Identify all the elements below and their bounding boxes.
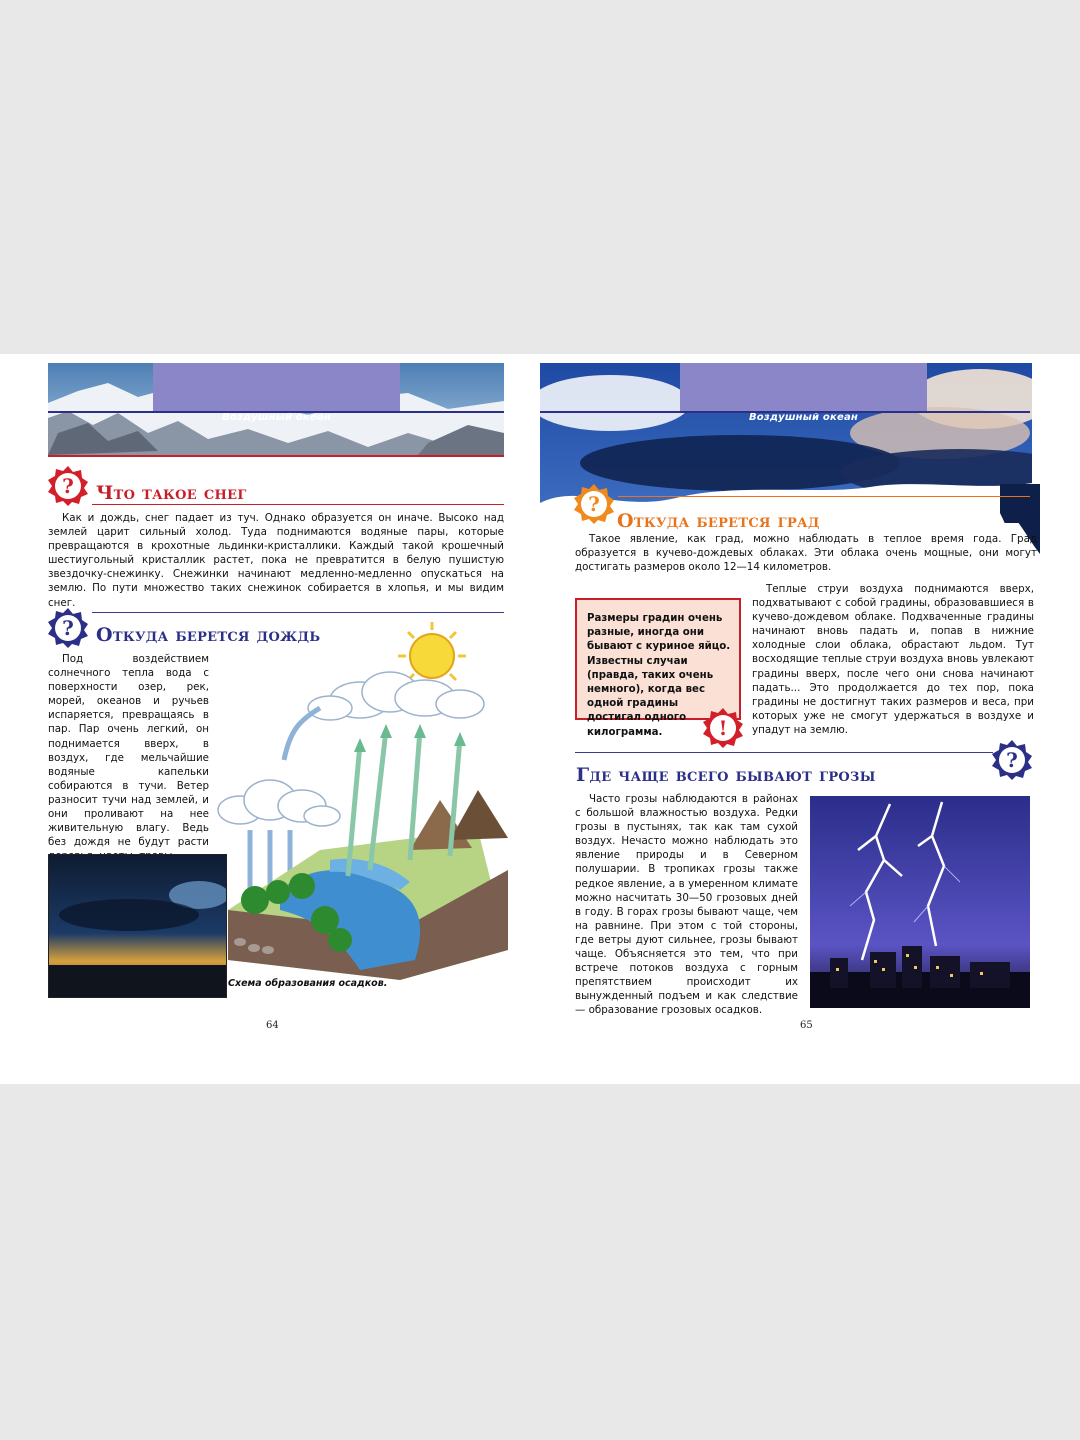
question-mark-icon: ? xyxy=(62,474,74,498)
fact-box xyxy=(575,598,741,738)
hail-intro xyxy=(575,532,1037,574)
question-badge-red xyxy=(48,466,88,506)
question-mark-icon: ? xyxy=(1006,748,1018,772)
right-header-label: Воздушный океан xyxy=(748,412,859,423)
hail-paragraph: Теплые струи воздуха поднимаются вверх, подхватывают с собой градины, образовавшиеся в кучево-дождевом облаке. Подхваченные градины начинают вновь падать и, попав в нижние холодные слои облака, обрастают льдом. Тут восходящие теплые струи воздуха вновь увлекают градины вверх, после чего они снова начинают падать... Это продолжается до тех пор, пока градины не достигнут таких размеров и веса, при которых уже не смогут удержаться в воздухе и упадут на землю. xyxy=(752,583,1034,736)
hail-intro-paragraph: Такое явление, как град, можно наблюдать в теплое время года. Град образуется в кучево-дождевых облаках. Эти облака очень мощные, они могут достигать размеров около 12—14 километров. xyxy=(575,533,1037,574)
diagram-caption: Схема образования осадков. xyxy=(228,978,388,989)
right-header-tab xyxy=(680,363,927,411)
book-spread xyxy=(0,354,1080,1084)
question-badge-blue xyxy=(48,608,88,648)
hail-text xyxy=(752,582,1034,737)
rain-text xyxy=(48,652,209,863)
lightning-photo xyxy=(810,796,1030,1008)
storms-paragraph: Часто грозы наблюдаются в районах с большой влажностью воздуха. Редки грозы в пустынях, так как там сухой воздух. Нечасто можно наблюдать это явление природы и в Северном полушарии. В тропиках грозы также редкое явление, а в умеренном климате можно насчитать 30—50 грозовых дней в году. В горах грозы бывают чаще, чем на равнине. При этом с той стороны, где ветры дуют сильнее, грозы бывают чаще. Объясняется это тем, что при встрече потоков воздуха с горным препятствием происходит их вынужденный подъем и как следствие — образование грозовых осадков. xyxy=(575,793,798,1017)
stormy-sky-photo xyxy=(48,854,227,998)
storms-top-rule xyxy=(575,752,993,753)
snow-text xyxy=(48,511,504,610)
storms-text xyxy=(575,792,798,1018)
exclamation-badge xyxy=(703,708,743,748)
snow-heading: Что такое снег xyxy=(96,482,247,504)
water-cycle-diagram xyxy=(210,620,508,980)
hail-heading: Откуда берется град xyxy=(617,510,820,532)
left-page-number: 64 xyxy=(266,1020,279,1031)
storms-heading: Где чаще всего бывают грозы xyxy=(576,764,876,786)
left-header-underline xyxy=(48,455,504,457)
cloud-icon xyxy=(308,672,484,720)
right-page-number: 65 xyxy=(800,1020,813,1031)
snow-heading-rule xyxy=(92,504,504,505)
rain-paragraph: Под воздействием солнечного тепла вода с поверхности озер, рек, морей, океанов и ручьев испаряется, превращаясь в пар. Пар очень легкий, он поднимается вверх, в воздух, где мельчайшие водяные капельки собираются в тучи. Ветер разносит тучи над землей, и они проливают на нее живительную влагу. Ведь без дождя не будут расти xyxy=(48,653,209,849)
fact-box-text: Размеры градин очень разные, иногда они бывают с куриное яйцо. Известны случаи (правда, таких очень немного), когда вес одной градины достигал одного килограмма. xyxy=(587,613,731,738)
cloud-icon xyxy=(218,780,340,826)
question-mark-icon: ? xyxy=(588,492,600,516)
left-header-label: Воздушный океан xyxy=(221,412,332,423)
rain-heading: Откуда берется дождь xyxy=(96,624,321,646)
question-badge-navy xyxy=(992,740,1032,780)
question-badge-orange xyxy=(574,484,614,524)
rain-top-rule xyxy=(92,612,504,613)
hail-top-rule xyxy=(618,496,1030,497)
snow-paragraph: Как и дождь, снег падает из туч. Однако образуется он иначе. Высоко над землей царит сильный холод. Туда поднимаются водяные пары, которые превращаются в крохотные льдинки-кристаллики. Каждый такой крошечный шестиугольный кристаллик растет, пока не превратится в белую пушистую звездочку-снежинку. Снежинки начинают медленно-медленно опускаться на землю. По пути множество таких снежинок собирается в хлопья, и мы видим снег. xyxy=(48,512,504,609)
question-mark-icon: ? xyxy=(62,616,74,640)
exclamation-icon: ! xyxy=(718,716,728,740)
left-header-tab xyxy=(153,363,400,411)
